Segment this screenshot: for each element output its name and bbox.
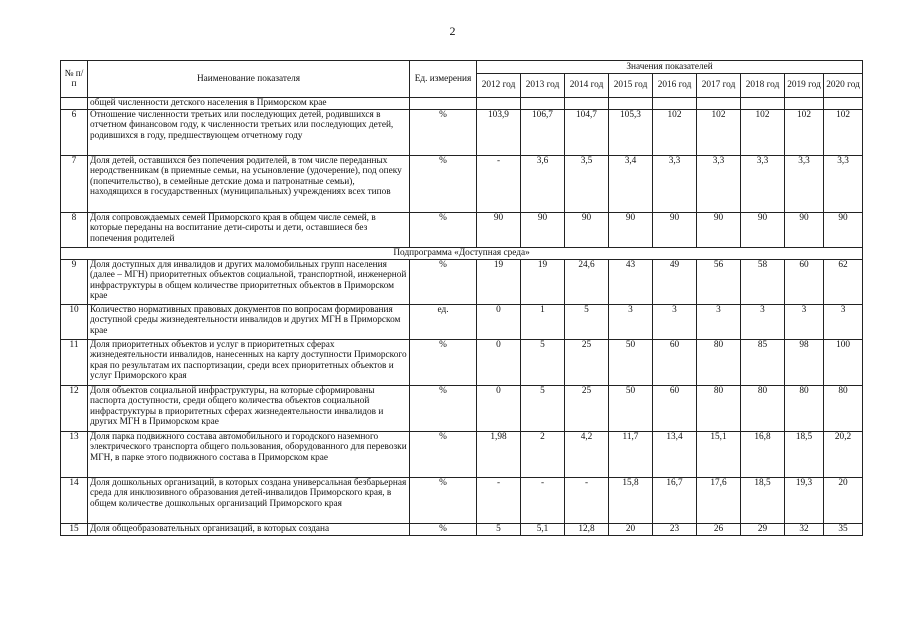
- indicators-table: [60, 60, 863, 536]
- value-cell: 3,3: [785, 156, 824, 213]
- value-cell: 26: [697, 524, 741, 536]
- value-cell: 0: [477, 386, 521, 432]
- row-number: 8: [61, 213, 88, 248]
- row-number: 11: [61, 340, 88, 386]
- value-cell: 3: [785, 305, 824, 340]
- unit-cell: ед.: [410, 305, 477, 340]
- value-cell: 0: [477, 305, 521, 340]
- value-cell: 43: [609, 260, 653, 305]
- row-number: 10: [61, 305, 88, 340]
- value-cell: 5: [477, 524, 521, 536]
- header-year: 2014 год: [565, 74, 609, 98]
- header-name: Наименование показателя: [88, 61, 410, 98]
- value-cell: 60: [785, 260, 824, 305]
- value-cell: -: [565, 478, 609, 524]
- value-cell: 90: [824, 213, 863, 248]
- value-cell: 5,1: [521, 524, 565, 536]
- value-cell: 19,3: [785, 478, 824, 524]
- value-cell: 25: [565, 386, 609, 432]
- value-cell: 102: [785, 110, 824, 156]
- value-cell: 17,6: [697, 478, 741, 524]
- value-cell: -: [477, 156, 521, 213]
- value-cell: 19: [521, 260, 565, 305]
- header-year: 2017 год: [697, 74, 741, 98]
- table-row: [61, 478, 863, 524]
- value-cell: 85: [741, 340, 785, 386]
- value-cell: 16,8: [741, 432, 785, 478]
- value-cell: 90: [653, 213, 697, 248]
- value-cell: 3: [653, 305, 697, 340]
- table-row: [61, 340, 863, 386]
- value-cell: 12,8: [565, 524, 609, 536]
- value-cell: 105,3: [609, 110, 653, 156]
- value-cell: 3,5: [565, 156, 609, 213]
- indicator-name: Доля парка подвижного состава автомобильного и городского наземного электрического транспорта общего пользования, оборудованного для перевозки МГН, в парке этого подвижного состава в Приморском крае: [88, 432, 410, 478]
- value-cell: 32: [785, 524, 824, 536]
- row-number: 12: [61, 386, 88, 432]
- value-cell: 29: [741, 524, 785, 536]
- value-cell: 23: [653, 524, 697, 536]
- value-cell: 3: [697, 305, 741, 340]
- unit-cell: %: [410, 156, 477, 213]
- table-row: [61, 386, 863, 432]
- header-values-group: Значения показателей: [477, 61, 863, 74]
- row-number: 6: [61, 110, 88, 156]
- row-number: 13: [61, 432, 88, 478]
- table-row: [61, 524, 863, 536]
- value-cell: 18,5: [741, 478, 785, 524]
- value-cell: 4,2: [565, 432, 609, 478]
- indicator-name: Доля общеобразовательных организаций, в которых создана: [88, 524, 410, 536]
- indicator-name: Доля дошкольных организаций, в которых создана универсальная безбарьерная среда для инклюзивного образования детей-инвалидов Приморского края, в общем количестве дошкольных организаций Приморского края: [88, 478, 410, 524]
- indicator-name: Доля приоритетных объектов и услуг в приоритетных сферах жизнедеятельности инвалидов, нанесенных на карту доступности Приморского края по результатам их паспортизации, среди всех приоритетных объектов и услуг Приморского края: [88, 340, 410, 386]
- value-cell: 98: [785, 340, 824, 386]
- value-cell: 5: [565, 305, 609, 340]
- value-cell: 49: [653, 260, 697, 305]
- unit-cell: %: [410, 478, 477, 524]
- header-unit: Ед. измерения: [410, 61, 477, 98]
- row-number: 9: [61, 260, 88, 305]
- value-cell: 60: [653, 340, 697, 386]
- value-cell: 80: [697, 340, 741, 386]
- value-cell: 103,9: [477, 110, 521, 156]
- value-cell: 56: [697, 260, 741, 305]
- header-num: № п/п: [61, 61, 88, 98]
- header-year: 2013 год: [521, 74, 565, 98]
- value-cell: 20: [824, 478, 863, 524]
- unit-cell: %: [410, 110, 477, 156]
- table-row: [61, 432, 863, 478]
- header-year: 2018 год: [741, 74, 785, 98]
- unit-cell: %: [410, 260, 477, 305]
- header-year: 2015 год: [609, 74, 653, 98]
- value-cell: 3: [609, 305, 653, 340]
- value-cell: 5: [521, 386, 565, 432]
- value-cell: -: [477, 478, 521, 524]
- indicator-name: Доля объектов социальной инфраструктуры, на которые сформированы паспорта доступности, среди общего количества объектов социальной инфраструктуры в приоритетных сферах жизнедеятельности инвалидов и других МГН в Приморском крае: [88, 386, 410, 432]
- indicator-name: Доля сопровождаемых семей Приморского края в общем числе семей, в которые переданы на воспитание дети-сироты и дети, оставшиеся без попечения родителей: [88, 213, 410, 248]
- value-cell: 90: [521, 213, 565, 248]
- value-cell: 58: [741, 260, 785, 305]
- unit-cell: %: [410, 213, 477, 248]
- value-cell: 24,6: [565, 260, 609, 305]
- indicator-name: Количество нормативных правовых документов по вопросам формирования доступной среды жизнедеятельности инвалидов и других МГН в Приморском крае: [88, 305, 410, 340]
- value-cell: 102: [824, 110, 863, 156]
- value-cell: 25: [565, 340, 609, 386]
- value-cell: 3,3: [653, 156, 697, 213]
- table-row: [61, 305, 863, 340]
- value-cell: 80: [785, 386, 824, 432]
- row-number: 14: [61, 478, 88, 524]
- value-cell: 13,4: [653, 432, 697, 478]
- value-cell: 3,4: [609, 156, 653, 213]
- page-number: 2: [449, 24, 456, 38]
- value-cell: 60: [653, 386, 697, 432]
- value-cell: 2: [521, 432, 565, 478]
- value-cell: 90: [697, 213, 741, 248]
- value-cell: 11,7: [609, 432, 653, 478]
- value-cell: 106,7: [521, 110, 565, 156]
- row-number: 15: [61, 524, 88, 536]
- continuation-row: [61, 98, 863, 110]
- value-cell: 3,3: [824, 156, 863, 213]
- continuation-text: общей численности детского населения в Приморском крае: [88, 98, 410, 110]
- unit-cell: %: [410, 432, 477, 478]
- value-cell: 0: [477, 340, 521, 386]
- value-cell: 90: [609, 213, 653, 248]
- value-cell: 3: [824, 305, 863, 340]
- value-cell: 18,5: [785, 432, 824, 478]
- value-cell: 3,6: [521, 156, 565, 213]
- subprogram-title: Подпрограмма «Доступная среда»: [61, 248, 863, 260]
- unit-cell: %: [410, 524, 477, 536]
- value-cell: 15,8: [609, 478, 653, 524]
- value-cell: 3,3: [741, 156, 785, 213]
- indicator-name: Доля доступных для инвалидов и других маломобильных групп населения (далее – МГН) приоритетных объектов социальной, транспортной, инженерной инфраструктуры в общем количестве приоритетных объектов в Приморском крае: [88, 260, 410, 305]
- value-cell: 104,7: [565, 110, 609, 156]
- unit-cell: %: [410, 386, 477, 432]
- value-cell: 20,2: [824, 432, 863, 478]
- value-cell: 90: [741, 213, 785, 248]
- value-cell: -: [521, 478, 565, 524]
- value-cell: 102: [697, 110, 741, 156]
- value-cell: 5: [521, 340, 565, 386]
- value-cell: 102: [741, 110, 785, 156]
- value-cell: 15,1: [697, 432, 741, 478]
- value-cell: 35: [824, 524, 863, 536]
- table-row: [61, 156, 863, 213]
- indicator-name: Доля детей, оставшихся без попечения родителей, в том числе переданных неродственникам (в приемные семьи, на усыновление (удочерение), под опеку (попечительство), в семейные детские дома и патронатные семьи), находящихся в государственных (муниципальных) учреждениях всех типов: [88, 156, 410, 213]
- subprogram-row: [61, 248, 863, 260]
- value-cell: 80: [697, 386, 741, 432]
- value-cell: 80: [741, 386, 785, 432]
- value-cell: 50: [609, 340, 653, 386]
- value-cell: 90: [785, 213, 824, 248]
- value-cell: 102: [653, 110, 697, 156]
- value-cell: 62: [824, 260, 863, 305]
- value-cell: 50: [609, 386, 653, 432]
- header-year: 2016 год: [653, 74, 697, 98]
- value-cell: 100: [824, 340, 863, 386]
- value-cell: 16,7: [653, 478, 697, 524]
- value-cell: 3,3: [697, 156, 741, 213]
- value-cell: 20: [609, 524, 653, 536]
- unit-cell: %: [410, 340, 477, 386]
- table-row: [61, 110, 863, 156]
- header-year: 2012 год: [477, 74, 521, 98]
- table-row: [61, 213, 863, 248]
- header-year: 2019 год: [785, 74, 824, 98]
- value-cell: 90: [477, 213, 521, 248]
- value-cell: 1: [521, 305, 565, 340]
- value-cell: 3: [741, 305, 785, 340]
- indicator-name: Отношение численности третьих или последующих детей, родившихся в отчетном финансовом году, к численности третьих или последующих детей, родившихся в году, предшествующем отчетному году: [88, 110, 410, 156]
- value-cell: 90: [565, 213, 609, 248]
- table-row: [61, 260, 863, 305]
- value-cell: 80: [824, 386, 863, 432]
- value-cell: 19: [477, 260, 521, 305]
- value-cell: 1,98: [477, 432, 521, 478]
- header-year: 2020 год: [824, 74, 863, 98]
- row-number: 7: [61, 156, 88, 213]
